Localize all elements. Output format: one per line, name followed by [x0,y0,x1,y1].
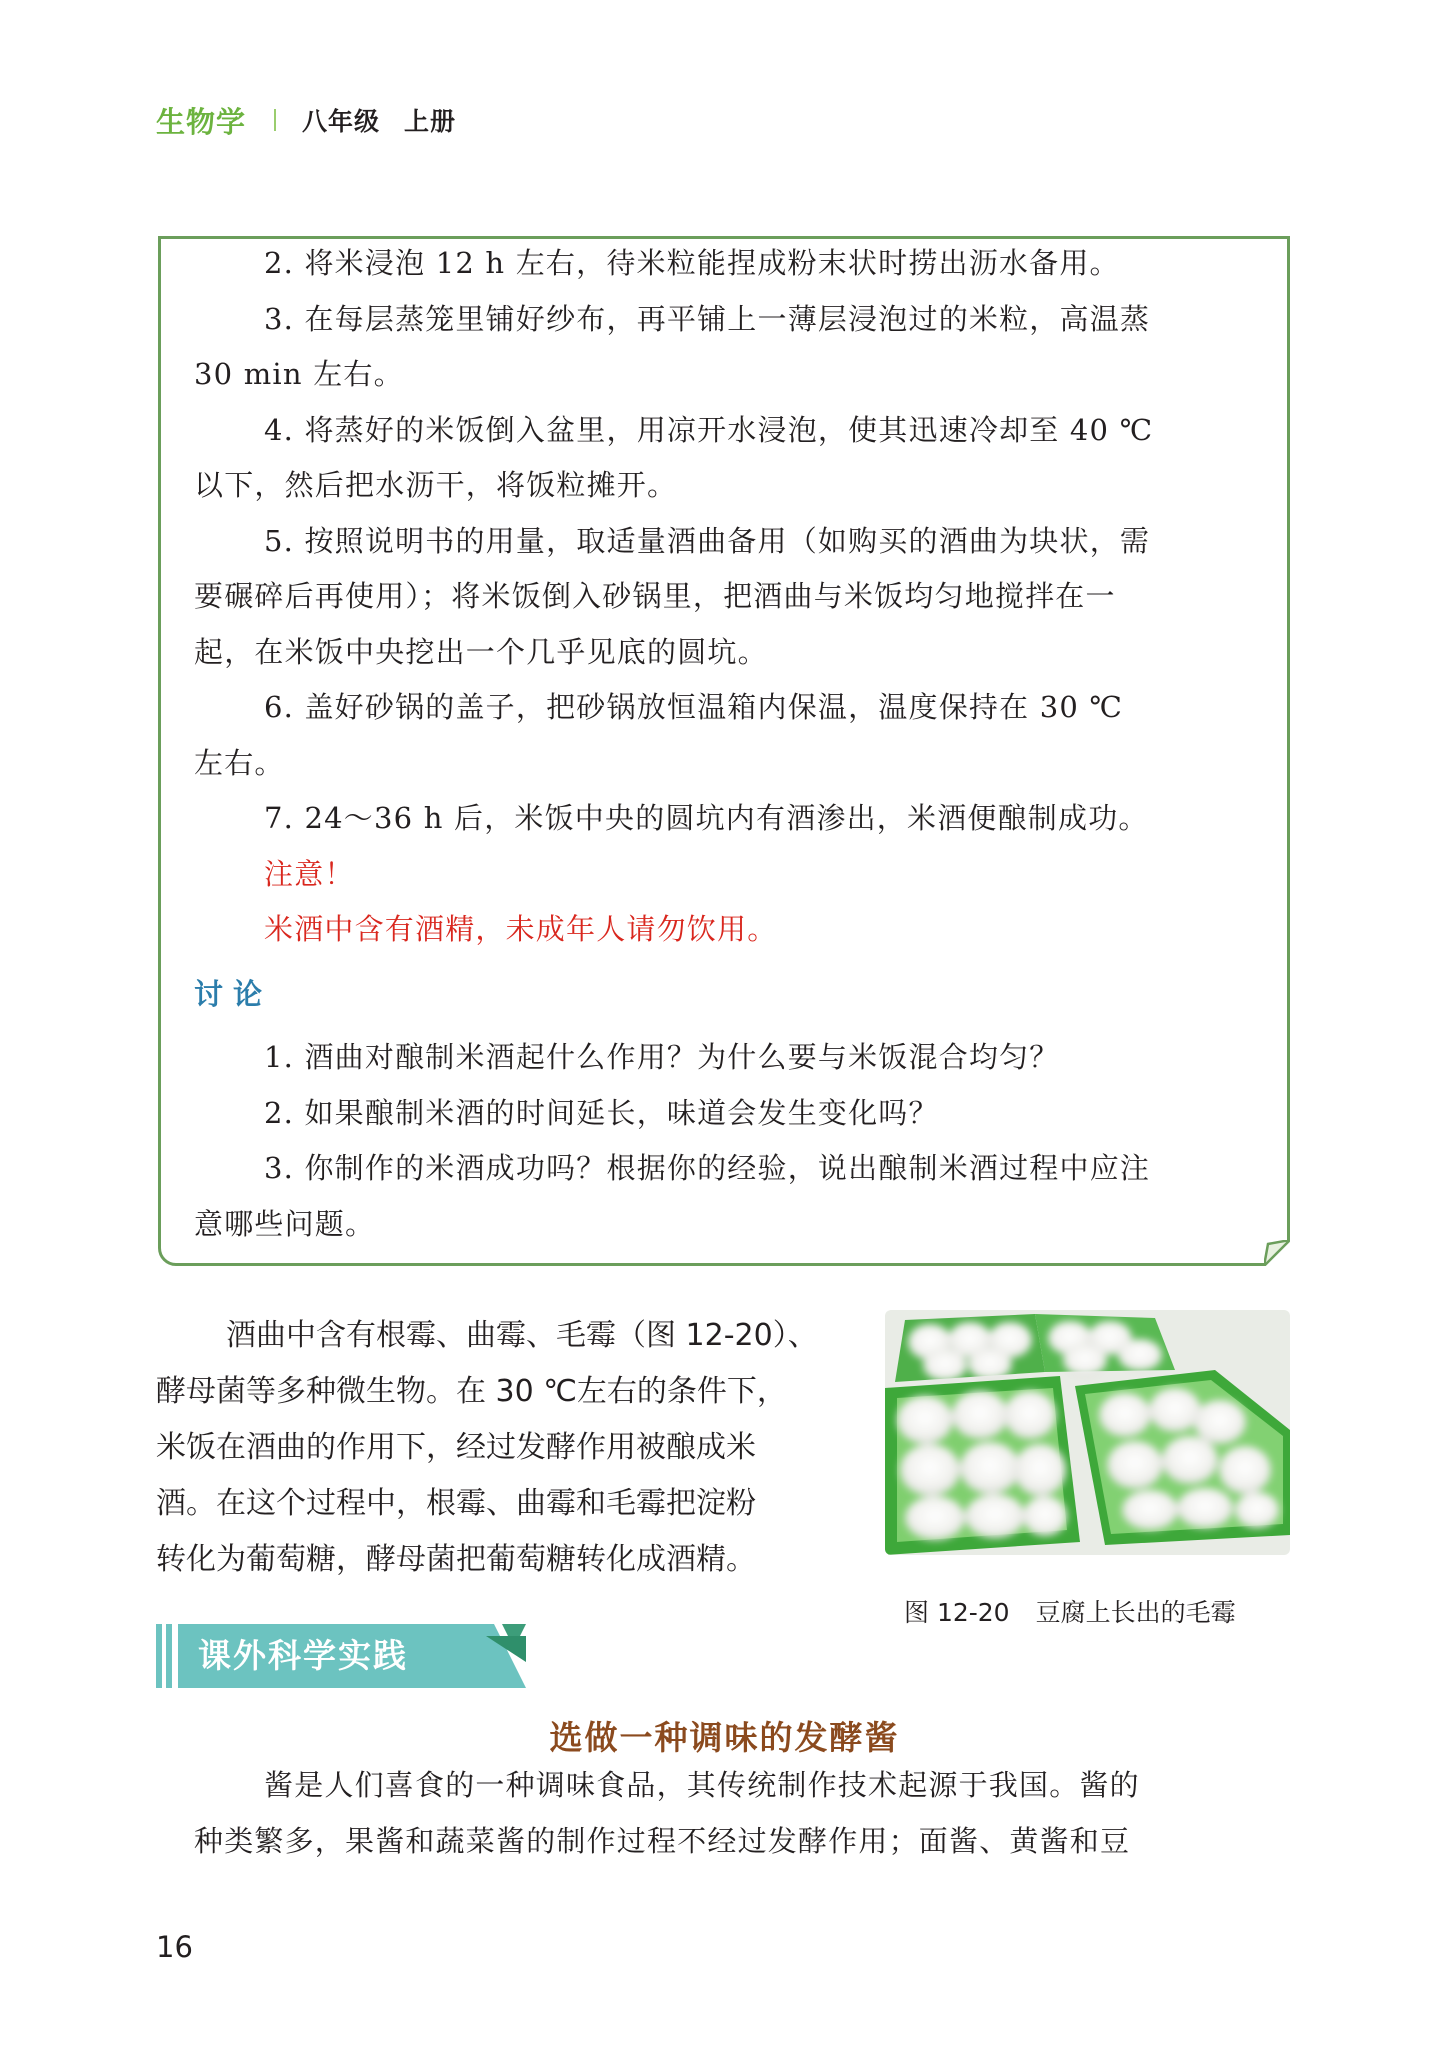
body-line-4: 酒。在这个过程中，根霉、曲霉和毛霉把淀粉 [156,1486,756,1521]
figure-caption [904,1593,1236,1629]
section-text-2: 种类繁多，果酱和蔬菜酱的制作过程不经过发酵作用；面酱、黄酱和豆 [194,1824,1131,1858]
step-4-cont: 以下，然后把水沥干，将饭粒摊开。 [194,468,678,502]
discussion-q2: 2. 如果酿制米酒的时间延长，味道会发生变化吗？ [264,1096,939,1130]
step-3-cont: 30 min 左右。 [194,357,404,391]
step-5-cont-1: 要碾碎后再使用）；将米饭倒入砂锅里，把酒曲与米饭均匀地搅拌在一 [194,579,1116,613]
body-line-3: 米饭在酒曲的作用下，经过发酵作用被酿成米 [156,1430,756,1465]
step-6-cont: 左右。 [194,746,285,780]
step-5: 5. 按照说明书的用量，取适量酒曲备用（如购买的酒曲为块状，需 [264,524,1151,558]
header-divider [274,109,276,131]
figure-label: 图 12-20 [904,1598,1010,1627]
grade-label [302,102,480,138]
running-header [156,100,480,140]
figure-title: 豆腐上长出的毛霉 [1035,1598,1236,1627]
step-6: 6. 盖好砂锅的盖子，把砂锅放恒温箱内保温，温度保持在 30 ℃ [264,690,1124,724]
volume-text: 上册 [404,107,457,136]
discussion-q3-cont: 意哪些问题。 [194,1207,376,1241]
notice-title: 注意！ [264,857,355,891]
step-2: 2. 将米浸泡 12 h 左右，待米粒能捏成粉末状时捞出沥水备用。 [264,246,1120,280]
step-5-cont-2: 起，在米饭中央挖出一个几乎见底的圆坑。 [194,635,768,669]
page-number: 16 [156,1930,193,1964]
page-fold-corner-icon [1264,1240,1290,1266]
grade-text: 八年级 [302,107,381,136]
notice-text: 米酒中含有酒精，未成年人请勿饮用。 [264,912,778,946]
step-3: 3. 在每层蒸笼里铺好纱布，再平铺上一薄层浸泡过的米粒，高温蒸 [264,302,1151,336]
mucor-tofu-photo [885,1310,1290,1555]
body-line-2: 酵母菌等多种微生物。在 30 ℃左右的条件下， [156,1374,787,1409]
discussion-q1: 1. 酒曲对酿制米酒起什么作用？为什么要与米饭混合均匀？ [264,1040,1060,1074]
discussion-q3: 3. 你制作的米酒成功吗？根据你的经验，说出酿制米酒过程中应注 [264,1151,1151,1185]
discussion-title: 讨论 [194,977,273,1011]
section-subtitle: 选做一种调味的发酵酱 [549,1718,900,1757]
step-4: 4. 将蒸好的米饭倒入盆里，用凉开水浸泡，使其迅速冷却至 40 ℃ [264,413,1154,447]
step-7: 7. 24～36 h 后，米饭中央的圆坑内有酒渗出，米酒便酿制成功。 [264,801,1149,835]
body-line-1: 酒曲中含有根霉、曲霉、毛霉（图 12-20）、 [226,1318,818,1353]
section-title: 课外科学实践 [198,1636,408,1675]
subject-title: 生物学 [156,104,247,139]
body-line-5: 转化为葡萄糖，酵母菌把葡萄糖转化成酒精。 [156,1542,756,1577]
section-text-1: 酱是人们喜食的一种调味食品，其传统制作技术起源于我国。酱的 [264,1768,1140,1802]
